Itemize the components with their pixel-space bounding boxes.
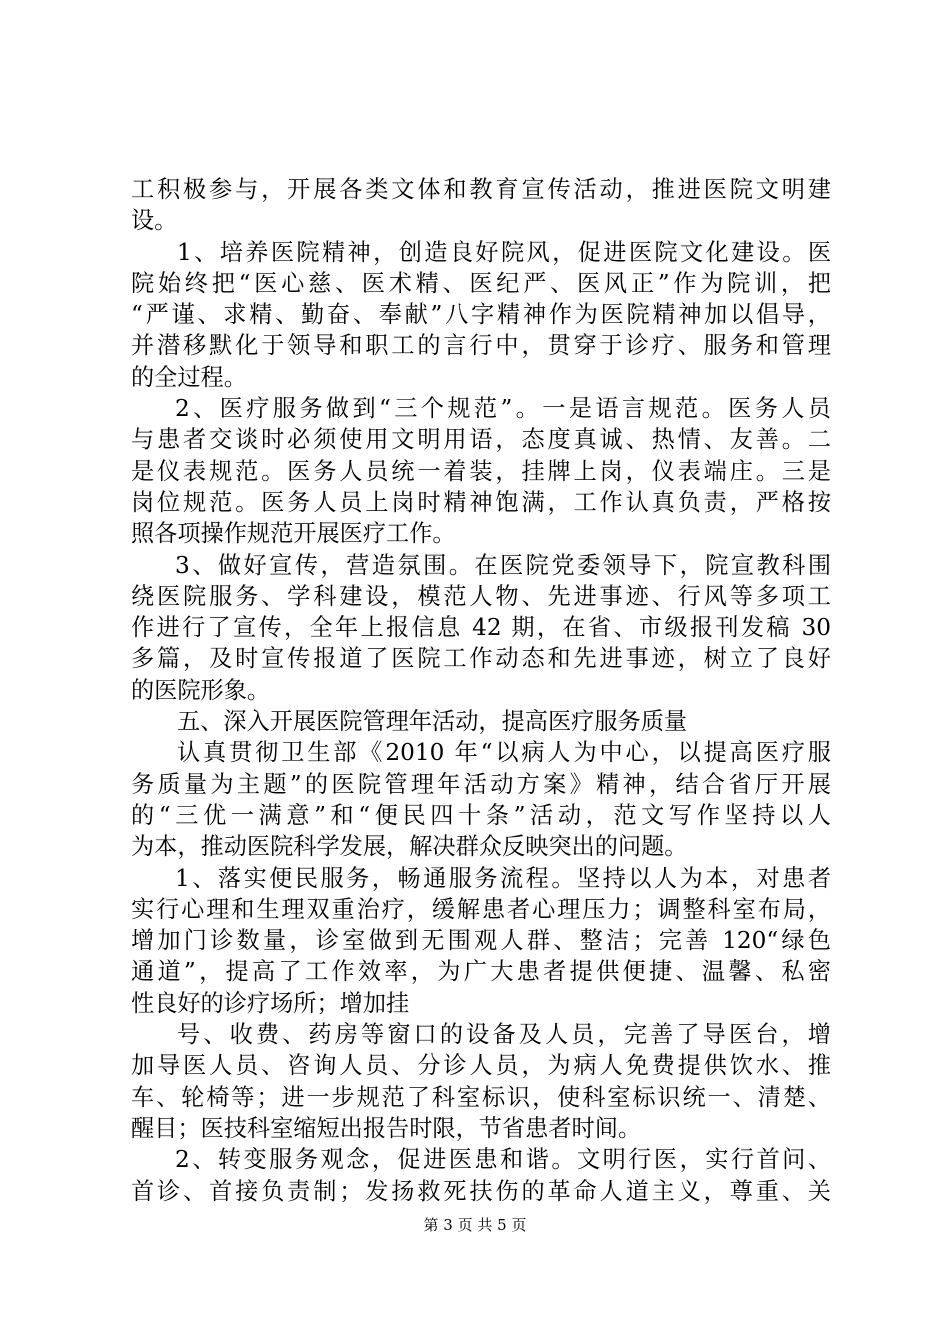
text-line: 照各项操作规范开展医疗工作。 bbox=[131, 520, 456, 548]
text-line: 作进行了宣传，全年上报信息 42 期，在省、市级报刊发稿 30 bbox=[131, 614, 831, 642]
text-line: 2、医疗服务做到“三个规范”。一是语言规范。医务人员 bbox=[175, 395, 831, 423]
text-line: 增加门诊数量，诊室做到无围观人群、整洁；完善 120“绿色 bbox=[131, 927, 831, 955]
text-line: 性良好的诊疗场所；增加挂 bbox=[131, 989, 410, 1017]
text-line: 五、深入开展医院管理年活动，提高医疗服务质量 bbox=[177, 708, 688, 736]
text-line: 3、做好宣传，营造氛围。在医院党委领导下，院宣教科围 bbox=[175, 551, 831, 579]
text-line: 首诊、首接负责制；发扬救死扶伤的革命人道主义，尊重、关 bbox=[131, 1177, 831, 1205]
document-body bbox=[131, 174, 831, 1207]
text-line: 多篇，及时宣传报道了医院工作动态和先进事迹，树立了良好 bbox=[131, 645, 831, 673]
text-line: 的“三优一满意”和“便民四十条”活动，范文写作坚持以人 bbox=[131, 801, 831, 829]
text-line: 务质量为主题”的医院管理年活动方案》精神，结合省厅开展 bbox=[131, 770, 831, 798]
text-line: 绕医院服务、学科建设，模范人物、先进事迹、行风等多项工 bbox=[131, 582, 831, 610]
text-line: 车、轮椅等；进一步规范了科室标识，使科室标识统一、清楚、 bbox=[131, 1083, 831, 1111]
text-line: 是仪表规范。医务人员统一着装，挂牌上岗，仪表端庄。三是 bbox=[131, 457, 831, 485]
text-line: 院始终把“医心慈、医术精、医纪严、医风正”作为院训，把 bbox=[131, 269, 831, 297]
text-line: 的全过程。 bbox=[131, 363, 247, 391]
text-line: 岗位规范。医务人员上岗时精神饱满，工作认真负责，严格按 bbox=[131, 488, 831, 516]
text-line: 1、培养医院精神，创造良好院风，促进医院文化建设。医 bbox=[177, 238, 831, 266]
text-line: 设。 bbox=[131, 207, 178, 235]
text-line: 实行心理和生理双重治疗，缓解患者心理压力；调整科室布局， bbox=[131, 895, 831, 923]
text-line: 2、转变服务观念，促进医患和谐。文明行医，实行首问、 bbox=[175, 1146, 831, 1174]
text-line: 加导医人员、咨询人员、分诊人员，为病人免费提供饮水、推 bbox=[131, 1052, 831, 1080]
text-line: 与患者交谈时必须使用文明用语，态度真诚、热情、友善。二 bbox=[131, 426, 831, 454]
text-line: 醒目；医技科室缩短出报告时限，节省患者时间。 bbox=[131, 1114, 642, 1142]
text-line: 并潜移默化于领导和职工的言行中，贯穿于诊疗、服务和管理 bbox=[131, 332, 831, 360]
text-line: 为本，推动医院科学发展，解决群众反映突出的问题。 bbox=[131, 833, 688, 861]
text-line: 工积极参与，开展各类文体和教育宣传活动，推进医院文明建 bbox=[131, 176, 831, 203]
text-line: 1、落实便民服务，畅通服务流程。坚持以人为本，对患者 bbox=[175, 864, 831, 892]
page-footer: 第 3 页 共 5 页 bbox=[423, 1216, 527, 1234]
text-line: 通道”，提高了工作效率，为广大患者提供便捷、温馨、私密 bbox=[131, 958, 831, 986]
text-line: 认真贯彻卫生部《2010 年“以病人为中心，以提高医疗服 bbox=[177, 739, 831, 767]
text-line: “严谨、求精、勤奋、奉献”八字精神作为医院精神加以倡导， bbox=[131, 301, 831, 329]
text-line: 号、收费、药房等窗口的设备及人员，完善了导医台，增 bbox=[177, 1021, 831, 1049]
text-line: 的医院形象。 bbox=[131, 676, 271, 704]
